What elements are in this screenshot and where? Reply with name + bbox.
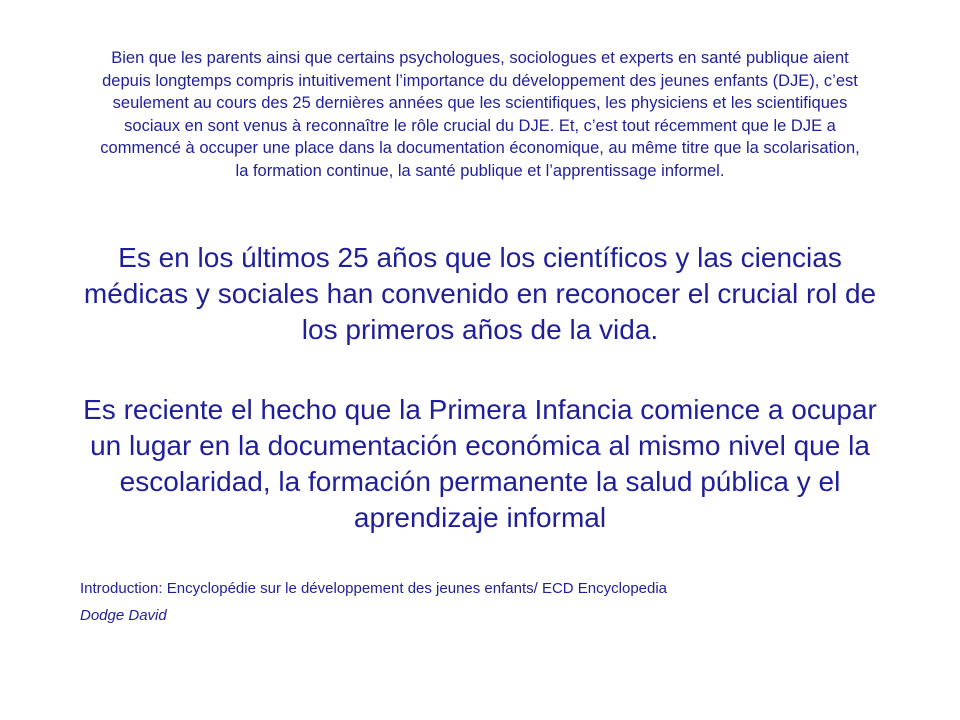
- spanish-paragraph-2: Es reciente el hecho que la Primera Infancia comience a ocupar un lugar en la documentación económica al mismo nivel que la escolaridad, la formación permanente la salud pública y el aprendizaje informal: [83, 394, 877, 533]
- spanish-paragraph-1: Es en los últimos 25 años que los científicos y las ciencias médicas y sociales han convenido en reconocer el crucial rol de los primeros años de la vida.: [83, 242, 877, 345]
- source-citation: Introduction: Encyclopédie sur le développement des jeunes enfants/ ECD Encyclopedia: [80, 580, 668, 597]
- author-name: Dodge David: [80, 607, 167, 624]
- french-paragraph: Bien que les parents ainsi que certains psychologues, sociologues et experts en santé publique aient depuis longtemps compris intuitivement l’importance du développement des jeunes enfants (DJE), c’est seulement au cours des 25 dernières années que les scientifiques, les physiciens et les scientifiques sociaux en sont venus à reconnaître le rôle crucial du DJE. Et, c’est tout récemment que le DJE a commencé à occuper une place dans la documentation économique, au même titre que la scolarisation, la formation continue, la santé publique et l’apprentissage informel.: [100, 49, 860, 180]
